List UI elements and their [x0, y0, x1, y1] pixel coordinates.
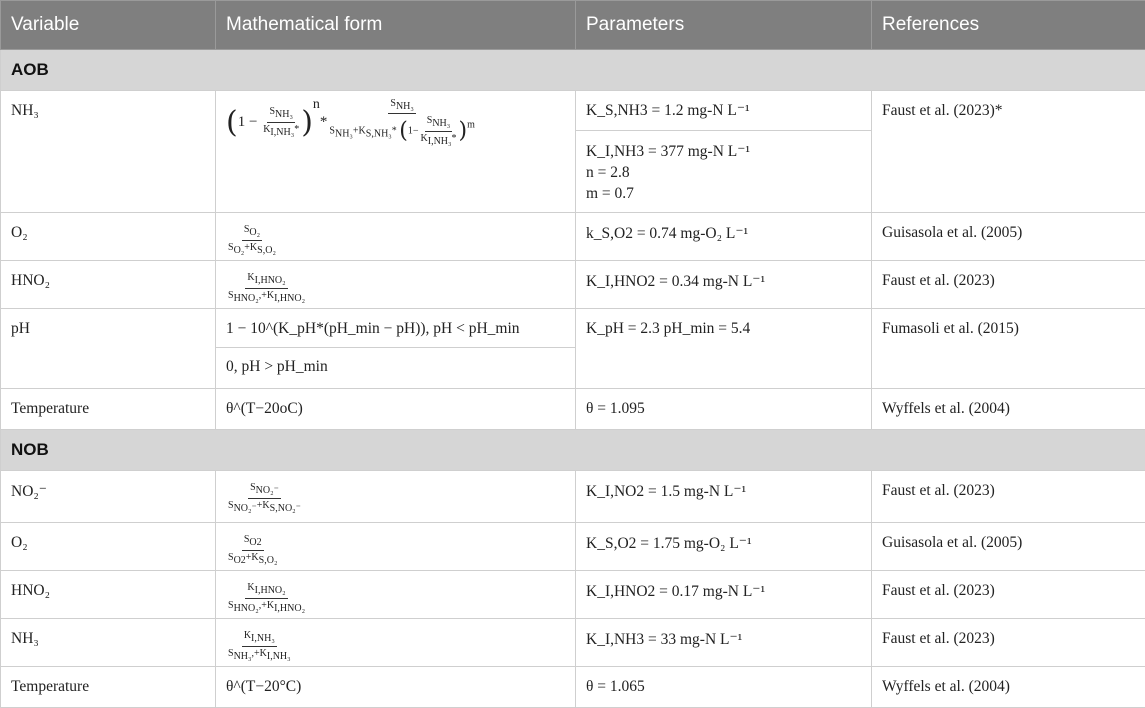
formula-cell [216, 261, 576, 309]
reference-cell: Fumasoli et al. (2015) [872, 309, 1145, 389]
variable-cell: O₂ [1, 213, 216, 261]
formula-cell [216, 213, 576, 261]
formula-ph-line-2: 0, pH > pH_min [216, 347, 575, 384]
formula-cell [216, 571, 576, 619]
table-row [1, 471, 1145, 523]
table-row [1, 667, 1145, 708]
reference-cell: Faust et al. (2023) [872, 471, 1145, 523]
reference-cell: Faust et al. (2023) [872, 261, 1145, 309]
table-row [1, 619, 1145, 667]
formula-cell: θ^(T−20°C) [216, 667, 576, 708]
section-row-aob [1, 50, 1145, 91]
table-row [1, 309, 1145, 389]
header-row [1, 1, 1145, 50]
variable-cell: Temperature [1, 389, 216, 430]
header-references: References [872, 1, 1145, 50]
parameters-cell: k_S,O2 = 0.74 mg-O₂ L⁻¹ [576, 213, 872, 261]
parameters-cell: K_I,NO2 = 1.5 mg-N L⁻¹ [576, 471, 872, 523]
parameters-stack [576, 130, 871, 212]
table-row [1, 91, 1145, 213]
parameters-cell: K_I,HNO2 = 0.34 mg-N L⁻¹ [576, 261, 872, 309]
variable-cell: HNO₂ [1, 261, 216, 309]
reference-cell: Wyffels et al. (2004) [872, 389, 1145, 430]
variable-cell: Temperature [1, 667, 216, 708]
formula-cell [216, 619, 576, 667]
reference-cell: Faust et al. (2023) [872, 571, 1145, 619]
parameters-cell: K_I,HNO2 = 0.17 mg-N L⁻¹ [576, 571, 872, 619]
formula-nh3-aob: (1 − $\frac{S_{NH_3}}{K_{I,NH_3}*}$ )$^n$* $S_{NH_3}$ $S_{NH_3}+K_{S,NH_3}*$ (1− $\frac{S_{NH_3}}{K_{I,NH_3}*}$ )$^m$ [226, 91, 565, 147]
parameters-cell: θ = 1.095 [576, 389, 872, 430]
parameters-cell: K_S,O2 = 1.75 mg-O₂ L⁻¹ [576, 523, 872, 571]
reference-cell: Guisasola et al. (2005) [872, 213, 1145, 261]
variable-cell: HNO₂ [1, 571, 216, 619]
formula-ph-line-1: 1 − 10^(K_pH*(pH_min − pH)), pH < pH_min [216, 309, 575, 347]
section-title-aob: AOB [1, 50, 1145, 91]
formula-cell: θ^(T−20oC) [216, 389, 576, 430]
formula-cell [216, 523, 576, 571]
formula-cell [216, 91, 576, 213]
parameters-line: K_I,NH3 = 377 mg-N L⁻¹ [586, 141, 861, 162]
table-row [1, 213, 1145, 261]
table-row [1, 389, 1145, 430]
formula-o2-nob: $\frac{S_{O2}}{S_{O2}+K_{S,O_2}}$ [226, 534, 279, 566]
header-variable: Variable [1, 1, 216, 50]
variable-cell: NH₃ [1, 619, 216, 667]
parameters-cell [576, 91, 872, 213]
formula-cell [216, 309, 576, 389]
formula-no2-nob: $\frac{S_{NO_2^-}}{S_{NO_2^-}+K_{S,NO_2^-}}$ [226, 482, 303, 514]
reference-cell: Wyffels et al. (2004) [872, 667, 1145, 708]
header-mathematical-form: Mathematical form [216, 1, 576, 50]
table-row [1, 571, 1145, 619]
table-row [1, 261, 1145, 309]
formula-o2-aob: $\frac{S_{O_2}}{S_{O_2}+K_{S,O_2}}$ [226, 224, 278, 256]
variable-cell: pH [1, 309, 216, 389]
formula-nh3-nob: $\frac{K_{I,NH_3}}{S_{NH_3},+K_{I,NH_3}}$ [226, 630, 293, 662]
reference-cell: Faust et al. (2023)* [872, 91, 1145, 213]
formula-cell [216, 471, 576, 523]
variable-cell: NO₂⁻ [1, 471, 216, 523]
parameters-cell: θ = 1.065 [576, 667, 872, 708]
parameters-cell: K_I,NH3 = 33 mg-N L⁻¹ [576, 619, 872, 667]
variable-cell: O₂ [1, 523, 216, 571]
formula-hno2-nob: $\frac{K_{I,HNO_2}}{S_{HNO_2},+K_{I,HNO_2}}$ [226, 582, 307, 614]
formula-hno2-aob: $\frac{K_{I,HNO_2}}{S_{HNO_2},+K_{I,HNO_2}}$ [226, 272, 307, 304]
table-row [1, 523, 1145, 571]
parameters-line: n = 2.8 [586, 162, 861, 183]
section-title-nob: NOB [1, 430, 1145, 471]
parameters-line: m = 0.7 [586, 183, 861, 204]
reference-cell: Guisasola et al. (2005) [872, 523, 1145, 571]
header-parameters: Parameters [576, 1, 872, 50]
reference-cell: Faust et al. (2023) [872, 619, 1145, 667]
parameters-line: K_S,NH3 = 1.2 mg-N L⁻¹ [576, 91, 871, 130]
parameters-cell: K_pH = 2.3 pH_min = 5.4 [576, 309, 872, 389]
section-row-nob [1, 430, 1145, 471]
variable-cell: NH₃ [1, 91, 216, 213]
